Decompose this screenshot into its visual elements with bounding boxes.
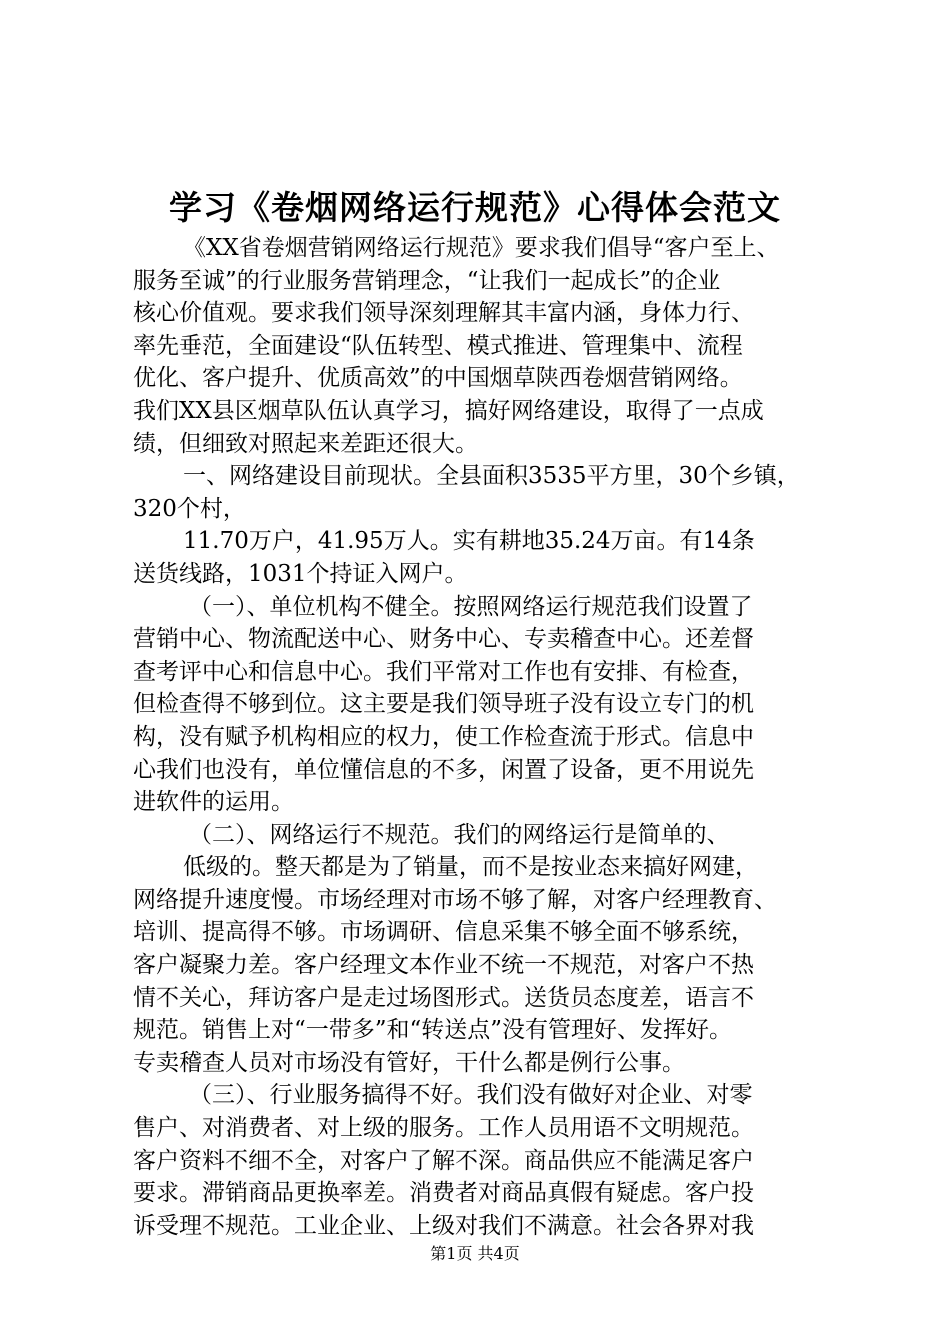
document-body	[133, 232, 843, 1242]
text-line: 规范。销售上对“一带多”和“转送点”没有管理好、发挥好。	[133, 1017, 733, 1044]
text-line: 客户资料不细不全，对客户了解不深。商品供应不能满足客户	[133, 1147, 754, 1174]
text-line: 网络提升速度慢。市场经理对市场不够了解，对客户经理教育、	[133, 886, 777, 913]
text-line: 一、网络建设目前现状。全县面积3535平方里，30个乡镇，	[183, 463, 800, 490]
text-line: 培训、提高得不够。市场调研、信息采集不够全面不够系统，	[133, 919, 754, 946]
text-line: 进软件的运用。	[133, 789, 294, 816]
text-line: 心我们也没有，单位懂信息的不多，闲置了设备，更不用说先	[133, 756, 754, 783]
text-line: 320个村，	[133, 495, 246, 522]
text-line: （一）、单位机构不健全。按照网络运行规范我们设置了	[189, 593, 753, 620]
text-line: 售户、对消费者、对上级的服务。工作人员用语不文明规范。	[133, 1115, 754, 1142]
text-line: 核心价值观。要求我们领导深刻理解其丰富内涵，身体力行、	[133, 300, 754, 327]
text-line: 情不关心，拜访客户是走过场图形式。送货员态度差，语言不	[133, 984, 754, 1011]
text-line: 11.70万户，41.95万人。实有耕地35.24万亩。有14条	[183, 528, 755, 555]
text-line: 构，没有赋予机构相应的权力，使工作检查流于形式。信息中	[133, 723, 754, 750]
text-line: 优化、客户提升、优质高效”的中国烟草陕西卷烟营销网络。	[133, 365, 743, 392]
text-line: 营销中心、物流配送中心、财务中心、专卖稽查中心。还差督	[133, 626, 754, 653]
text-line: 查考评中心和信息中心。我们平常对工作也有安排、有检查，	[133, 658, 754, 685]
text-line: 要求。滞销商品更换率差。消费者对商品真假有疑虑。客户投	[133, 1180, 754, 1207]
text-line: 我们XX县区烟草队伍认真学习，搞好网络建设，取得了一点成	[133, 397, 764, 424]
text-line: 诉受理不规范。工业企业、上级对我们不满意。社会各界对我	[133, 1212, 754, 1239]
text-line: 《XX省卷烟营销网络运行规范》要求我们倡导“客户至上、	[183, 235, 780, 261]
text-line: 专卖稽查人员对市场没有管好，干什么都是例行公事。	[133, 1049, 685, 1076]
text-line: 客户凝聚力差。客户经理文本作业不统一不规范，对客户不热	[133, 952, 754, 979]
text-line: 绩，但细致对照起来差距还很大。	[133, 430, 478, 457]
text-line: 服务至诚”的行业服务营销理念，“让我们一起成长”的企业	[133, 267, 721, 294]
text-line: 送货线路，1031个持证入网户。	[133, 560, 468, 587]
page-footer: 第1页 共4页	[430, 1244, 520, 1263]
text-line: 但检查得不够到位。这主要是我们领导班子没有设立专门的机	[133, 691, 754, 718]
document-title: 学习《卷烟网络运行规范》心得体会范文	[169, 188, 781, 227]
text-line: 低级的。整天都是为了销量，而不是按业态来搞好网建，	[183, 854, 758, 881]
text-line: 率先垂范，全面建设“队伍转型、模式推进、管理集中、流程	[133, 332, 743, 359]
text-line: （三）、行业服务搞得不好。我们没有做好对企业、对零	[189, 1082, 753, 1109]
text-line: （二）、网络运行不规范。我们的网络运行是简单的、	[189, 821, 730, 848]
